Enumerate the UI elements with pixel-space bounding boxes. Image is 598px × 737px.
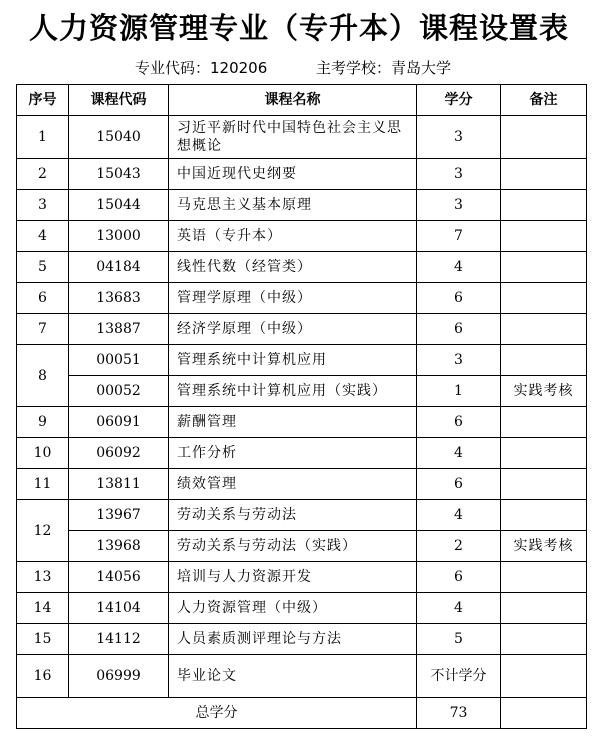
header-name: 课程名称	[169, 85, 417, 116]
course-name: 马克思主义基本原理	[169, 190, 417, 221]
row-no: 14	[17, 593, 69, 624]
credit: 6	[417, 314, 501, 345]
table-row	[17, 407, 587, 438]
course-code: 14104	[69, 593, 169, 624]
course-code: 04184	[69, 252, 169, 283]
table-row	[17, 221, 587, 252]
course-code: 15044	[69, 190, 169, 221]
table-row	[17, 159, 587, 190]
credit: 6	[417, 469, 501, 500]
row-no: 2	[17, 159, 69, 190]
course-name: 培训与人力资源开发	[169, 562, 417, 593]
credit: 2	[417, 531, 501, 562]
course-code: 14112	[69, 624, 169, 655]
course-name: 毕业论文	[169, 655, 417, 698]
course-code: 06091	[69, 407, 169, 438]
note	[501, 159, 587, 190]
row-no: 7	[17, 314, 69, 345]
note	[501, 221, 587, 252]
course-code: 00051	[69, 345, 169, 376]
note	[501, 283, 587, 314]
credit: 4	[417, 438, 501, 469]
page-title: 人力资源管理专业（专升本）课程设置表	[28, 11, 569, 45]
row-no: 16	[17, 655, 69, 698]
course-name: 绩效管理	[169, 469, 417, 500]
note	[501, 500, 587, 531]
course-code: 06999	[69, 655, 169, 698]
credit: 3	[417, 345, 501, 376]
credit: 4	[417, 252, 501, 283]
credit: 4	[417, 500, 501, 531]
course-name: 英语（专升本）	[169, 221, 417, 252]
note	[501, 345, 587, 376]
table-row	[17, 624, 587, 655]
table-row	[17, 314, 587, 345]
table-row	[17, 655, 587, 698]
table-row	[17, 531, 587, 562]
course-name: 线性代数（经管类）	[169, 252, 417, 283]
table-row	[17, 438, 587, 469]
subtitle	[0, 57, 598, 79]
table-row	[17, 376, 587, 407]
row-no: 3	[17, 190, 69, 221]
header-note: 备注	[501, 85, 587, 116]
row-no: 6	[17, 283, 69, 314]
header-row	[17, 85, 587, 116]
credit: 5	[417, 624, 501, 655]
course-table	[16, 84, 587, 729]
course-code: 15040	[69, 116, 169, 159]
course-code: 00052	[69, 376, 169, 407]
table-row	[17, 190, 587, 221]
course-code: 13000	[69, 221, 169, 252]
note	[501, 562, 587, 593]
course-name: 习近平新时代中国特色社会主义思想概论	[169, 116, 417, 159]
total-credit: 73	[417, 698, 501, 729]
row-no: 1	[17, 116, 69, 159]
note	[501, 593, 587, 624]
row-no: 15	[17, 624, 69, 655]
course-name: 劳动关系与劳动法（实践）	[169, 531, 417, 562]
credit: 6	[417, 562, 501, 593]
note	[501, 624, 587, 655]
row-no: 11	[17, 469, 69, 500]
credit: 3	[417, 116, 501, 159]
course-name: 管理系统中计算机应用	[169, 345, 417, 376]
course-code: 06092	[69, 438, 169, 469]
row-no: 9	[17, 407, 69, 438]
header-credit: 学分	[417, 85, 501, 116]
course-code: 13683	[69, 283, 169, 314]
course-name: 管理系统中计算机应用（实践）	[169, 376, 417, 407]
row-no: 10	[17, 438, 69, 469]
row-no: 8	[17, 345, 69, 407]
credit: 3	[417, 190, 501, 221]
note	[501, 655, 587, 698]
course-name: 中国近现代史纲要	[169, 159, 417, 190]
course-name: 人员素质测评理论与方法	[169, 624, 417, 655]
credit: 6	[417, 283, 501, 314]
course-name: 人力资源管理（中级）	[169, 593, 417, 624]
course-name: 薪酬管理	[169, 407, 417, 438]
note	[501, 469, 587, 500]
note: 实践考核	[501, 376, 587, 407]
row-no: 12	[17, 500, 69, 562]
note: 实践考核	[501, 531, 587, 562]
note	[501, 438, 587, 469]
total-note	[501, 698, 587, 729]
credit: 4	[417, 593, 501, 624]
total-label: 总学分	[17, 698, 417, 729]
note	[501, 407, 587, 438]
credit: 1	[417, 376, 501, 407]
course-code: 13968	[69, 531, 169, 562]
row-no: 4	[17, 221, 69, 252]
table-row	[17, 562, 587, 593]
credit: 3	[417, 159, 501, 190]
note	[501, 252, 587, 283]
credit: 6	[417, 407, 501, 438]
header-code: 课程代码	[69, 85, 169, 116]
course-code: 13887	[69, 314, 169, 345]
credit: 7	[417, 221, 501, 252]
course-code: 13967	[69, 500, 169, 531]
table-row	[17, 252, 587, 283]
table-row	[17, 283, 587, 314]
table-row	[17, 469, 587, 500]
note	[501, 314, 587, 345]
row-no: 13	[17, 562, 69, 593]
course-code: 14056	[69, 562, 169, 593]
table-row	[17, 593, 587, 624]
header-no: 序号	[17, 85, 69, 116]
note	[501, 190, 587, 221]
exam-school: 主考学校：青岛大学	[316, 59, 452, 77]
row-no: 5	[17, 252, 69, 283]
course-code: 13811	[69, 469, 169, 500]
course-name: 管理学原理（中级）	[169, 283, 417, 314]
course-name: 经济学原理（中级）	[169, 314, 417, 345]
total-row	[17, 698, 587, 729]
course-name: 劳动关系与劳动法	[169, 500, 417, 531]
table-row	[17, 116, 587, 159]
course-name: 工作分析	[169, 438, 417, 469]
table-row	[17, 500, 587, 531]
credit: 不计学分	[417, 655, 501, 698]
table-row	[17, 345, 587, 376]
note	[501, 116, 587, 159]
major-code: 专业代码：120206	[135, 59, 268, 77]
course-code: 15043	[69, 159, 169, 190]
